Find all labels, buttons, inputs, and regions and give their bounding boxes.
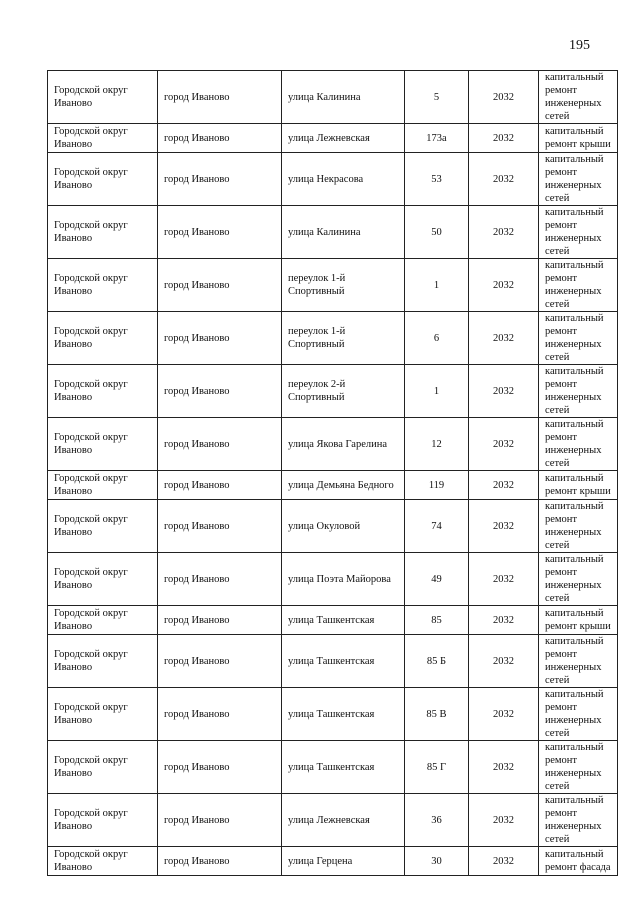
table-row [48,606,618,635]
street-cell: переулок 1-й Спортивный [282,259,405,312]
table-row [48,365,618,418]
street-cell: улица Лежневская [282,124,405,153]
table-row [48,794,618,847]
work-type-cell: капитальный ремонт инженерных сетей [539,553,618,606]
house-number-cell: 49 [405,553,469,606]
table-row [48,847,618,876]
city-cell: город Иваново [158,553,282,606]
city-cell: город Иваново [158,71,282,124]
repair-year-cell: 2032 [469,259,539,312]
street-cell: улица Калинина [282,71,405,124]
work-type-cell: капитальный ремонт инженерных сетей [539,206,618,259]
table-row [48,500,618,553]
district-cell: Городской округ Иваново [48,500,158,553]
house-number-cell: 74 [405,500,469,553]
house-number-cell: 85 [405,606,469,635]
house-number-cell: 36 [405,794,469,847]
house-number-cell: 119 [405,471,469,500]
street-cell: улица Калинина [282,206,405,259]
work-type-cell: капитальный ремонт инженерных сетей [539,794,618,847]
house-number-cell: 6 [405,312,469,365]
work-type-cell: капитальный ремонт крыши [539,471,618,500]
district-cell: Городской округ Иваново [48,553,158,606]
table-row [48,418,618,471]
district-cell: Городской округ Иваново [48,741,158,794]
table-row [48,688,618,741]
district-cell: Городской округ Иваново [48,847,158,876]
repair-year-cell: 2032 [469,312,539,365]
district-cell: Городской округ Иваново [48,418,158,471]
table-row [48,741,618,794]
district-cell: Городской округ Иваново [48,471,158,500]
street-cell: улица Некрасова [282,153,405,206]
work-type-cell: капитальный ремонт инженерных сетей [539,312,618,365]
repair-year-cell: 2032 [469,124,539,153]
district-cell: Городской округ Иваново [48,153,158,206]
district-cell: Городской округ Иваново [48,259,158,312]
work-type-cell: капитальный ремонт инженерных сетей [539,153,618,206]
district-cell: Городской округ Иваново [48,71,158,124]
work-type-cell: капитальный ремонт фасада [539,847,618,876]
work-type-cell: капитальный ремонт инженерных сетей [539,741,618,794]
table-row [48,312,618,365]
street-cell: переулок 2-й Спортивный [282,365,405,418]
house-number-cell: 30 [405,847,469,876]
table-row [48,259,618,312]
city-cell: город Иваново [158,124,282,153]
repair-year-cell: 2032 [469,71,539,124]
city-cell: город Иваново [158,418,282,471]
house-number-cell: 1 [405,365,469,418]
table-row [48,553,618,606]
house-number-cell: 85 Б [405,635,469,688]
city-cell: город Иваново [158,606,282,635]
work-type-cell: капитальный ремонт крыши [539,606,618,635]
repair-year-cell: 2032 [469,471,539,500]
repair-year-cell: 2032 [469,365,539,418]
city-cell: город Иваново [158,206,282,259]
street-cell: улица Демьяна Бедного [282,471,405,500]
work-type-cell: капитальный ремонт инженерных сетей [539,500,618,553]
house-number-cell: 1 [405,259,469,312]
district-cell: Городской округ Иваново [48,635,158,688]
house-number-cell: 5 [405,71,469,124]
street-cell: улица Окуловой [282,500,405,553]
street-cell: улица Ташкентская [282,606,405,635]
city-cell: город Иваново [158,365,282,418]
city-cell: город Иваново [158,794,282,847]
repair-year-cell: 2032 [469,794,539,847]
street-cell: улица Ташкентская [282,741,405,794]
house-number-cell: 85 Г [405,741,469,794]
city-cell: город Иваново [158,688,282,741]
table-row [48,153,618,206]
work-type-cell: капитальный ремонт инженерных сетей [539,71,618,124]
city-cell: город Иваново [158,741,282,794]
city-cell: город Иваново [158,259,282,312]
city-cell: город Иваново [158,635,282,688]
repair-year-cell: 2032 [469,153,539,206]
table-row [48,471,618,500]
repair-year-cell: 2032 [469,418,539,471]
work-type-cell: капитальный ремонт инженерных сетей [539,259,618,312]
house-number-cell: 173а [405,124,469,153]
district-cell: Городской округ Иваново [48,688,158,741]
repair-year-cell: 2032 [469,635,539,688]
district-cell: Городской округ Иваново [48,124,158,153]
repair-year-cell: 2032 [469,553,539,606]
house-number-cell: 85 В [405,688,469,741]
district-cell: Городской округ Иваново [48,206,158,259]
street-cell: улица Лежневская [282,794,405,847]
table-row [48,71,618,124]
repair-year-cell: 2032 [469,847,539,876]
table-row [48,206,618,259]
repair-year-cell: 2032 [469,688,539,741]
city-cell: город Иваново [158,153,282,206]
street-cell: улица Ташкентская [282,688,405,741]
repair-year-cell: 2032 [469,741,539,794]
district-cell: Городской округ Иваново [48,794,158,847]
street-cell: улица Герцена [282,847,405,876]
street-cell: улица Ташкентская [282,635,405,688]
house-number-cell: 50 [405,206,469,259]
city-cell: город Иваново [158,471,282,500]
housing-repair-table [47,70,618,876]
table-row [48,124,618,153]
work-type-cell: капитальный ремонт инженерных сетей [539,688,618,741]
work-type-cell: капитальный ремонт инженерных сетей [539,635,618,688]
street-cell: улица Поэта Майорова [282,553,405,606]
house-number-cell: 12 [405,418,469,471]
street-cell: улица Якова Гарелина [282,418,405,471]
work-type-cell: капитальный ремонт инженерных сетей [539,365,618,418]
house-number-cell: 53 [405,153,469,206]
city-cell: город Иваново [158,500,282,553]
work-type-cell: капитальный ремонт инженерных сетей [539,418,618,471]
repair-year-cell: 2032 [469,500,539,553]
district-cell: Городской округ Иваново [48,312,158,365]
district-cell: Городской округ Иваново [48,365,158,418]
city-cell: город Иваново [158,312,282,365]
repair-year-cell: 2032 [469,606,539,635]
district-cell: Городской округ Иваново [48,606,158,635]
city-cell: город Иваново [158,847,282,876]
repair-year-cell: 2032 [469,206,539,259]
work-type-cell: капитальный ремонт крыши [539,124,618,153]
page-number: 195 [569,38,590,53]
table-row [48,635,618,688]
street-cell: переулок 1-й Спортивный [282,312,405,365]
table-body [48,71,618,876]
